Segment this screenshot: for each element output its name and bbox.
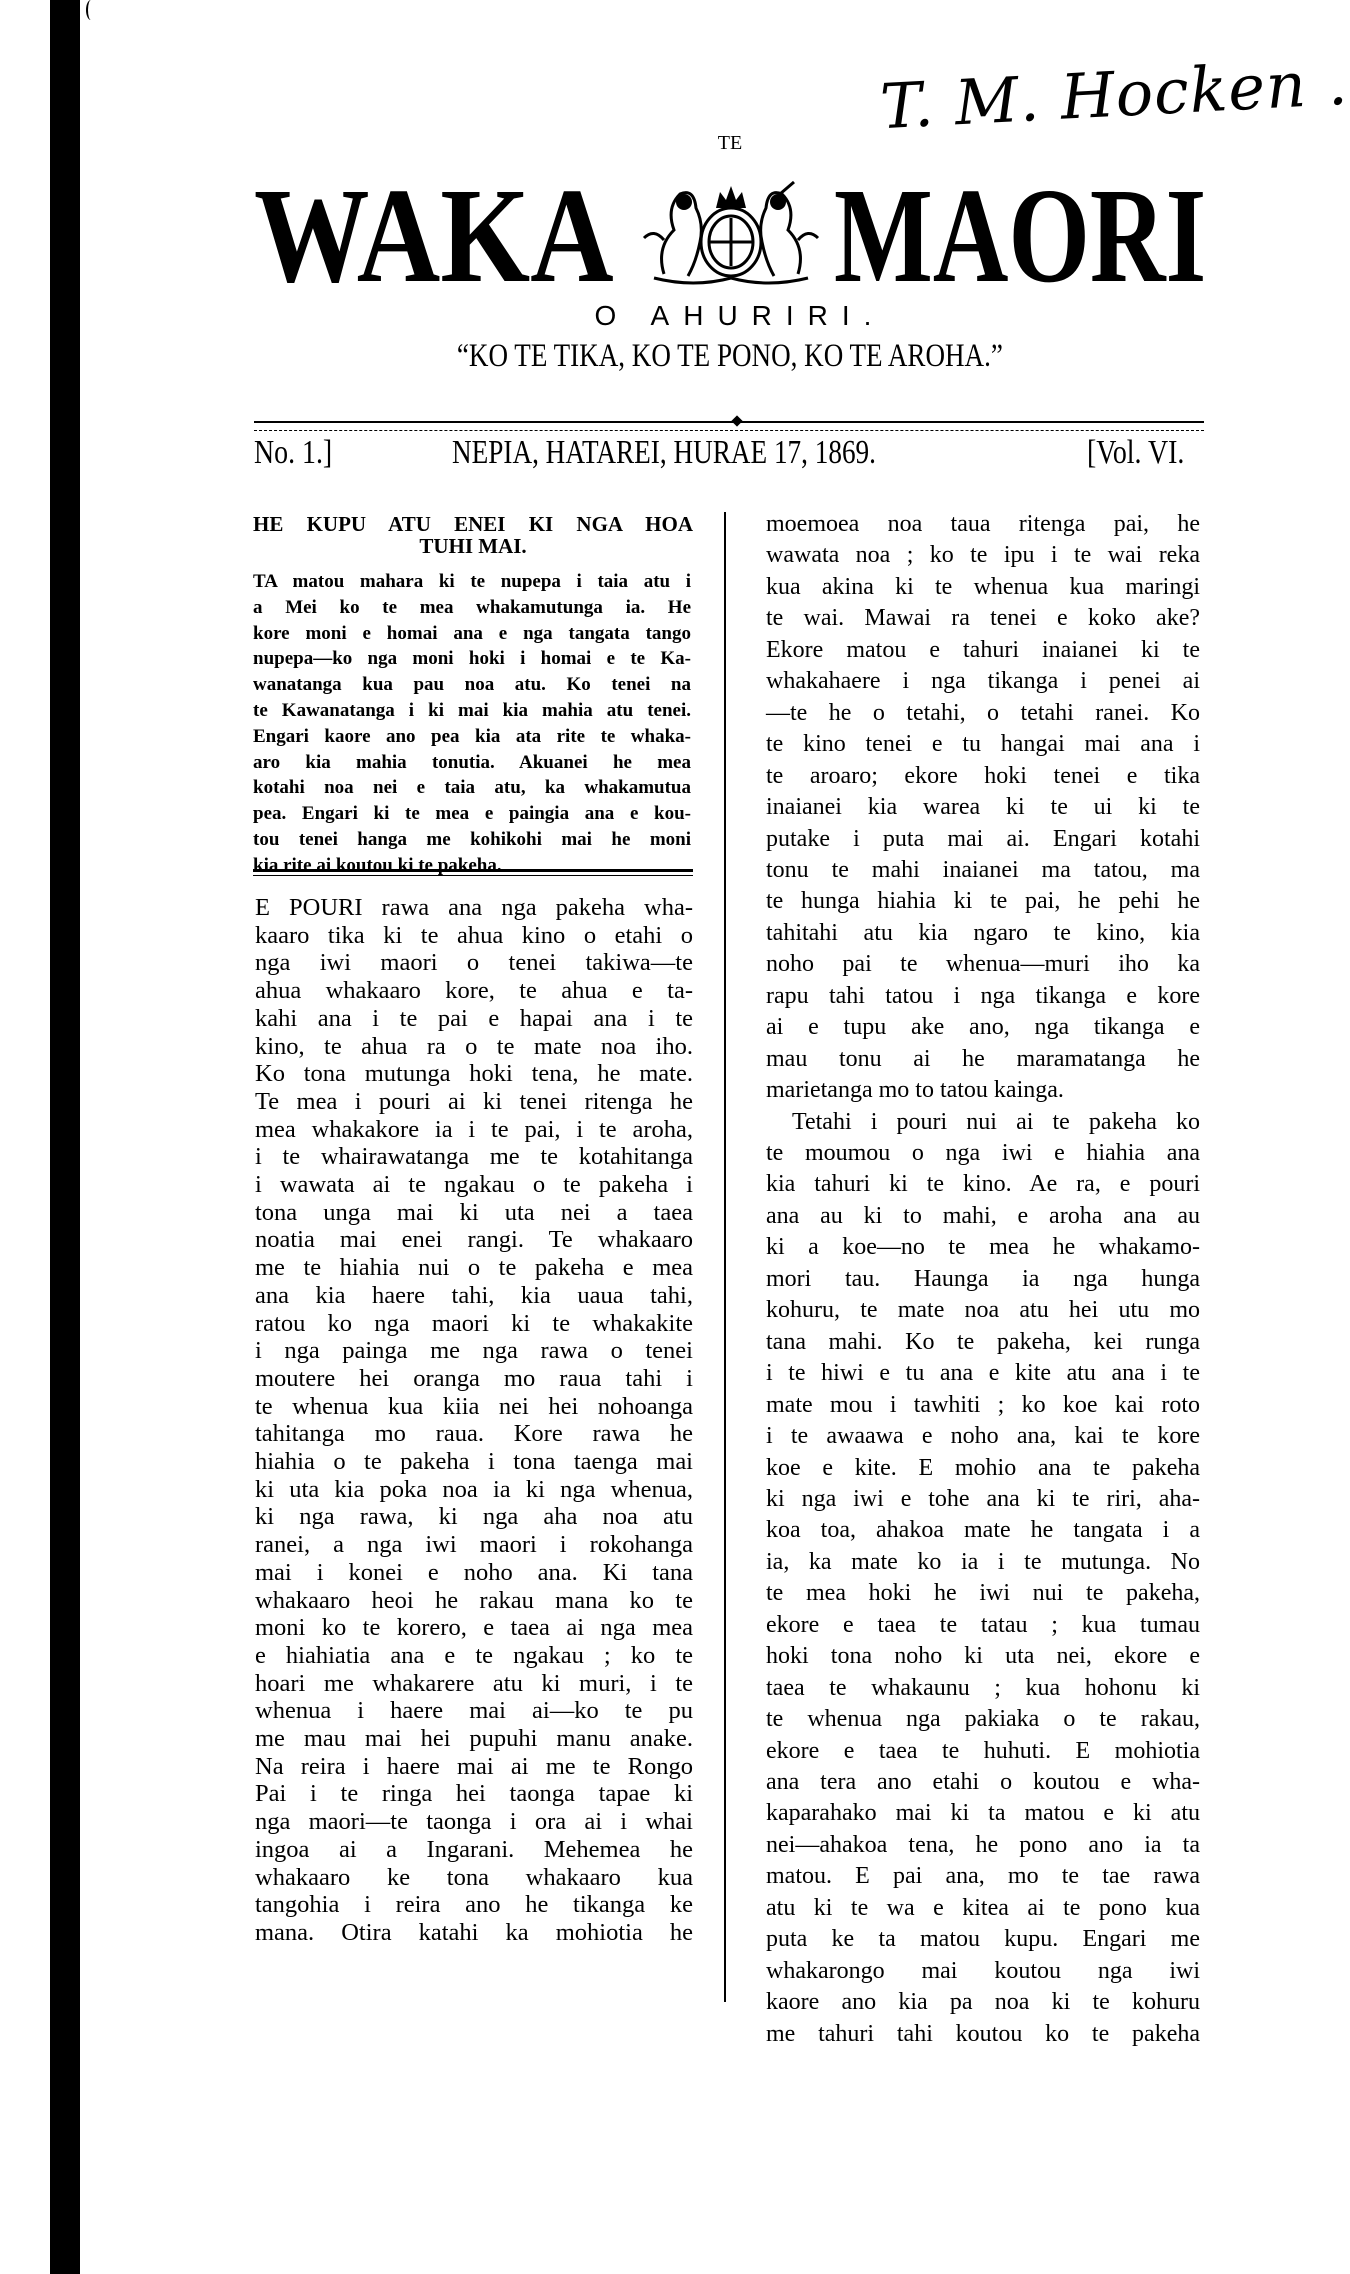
masthead-subtitle: O AHURIRI.	[594, 300, 886, 331]
notice-heading-line: TUHI MAI.	[419, 534, 527, 558]
text-line: ekore e taea te huhuti. E mohiotia	[766, 1737, 1200, 1764]
text-line: Ekore matou e tahuri inaianei ki te	[766, 636, 1200, 663]
text-line: nga maori—te taonga i ora ai i whai	[255, 1808, 693, 1836]
text-line: ai e tupu ake ano, nga tikanga e	[766, 1014, 1200, 1041]
text-line: kua akina ki te whenua kua maringi	[766, 573, 1200, 600]
text-line: mai i konei e noho ana. Ki tana	[255, 1558, 693, 1586]
text-line: hiahia o te pakeha i tona taenga mai	[255, 1448, 693, 1475]
text-line: i te hiwi e tu ana e kite atu ana i te	[766, 1360, 1200, 1387]
text-line: Engari kaore ano pea kia ata rite te whaka-	[253, 725, 691, 747]
text-line: koe e kite. E mohio ana te pakeha	[766, 1454, 1200, 1481]
text-line: Na reira i haere mai ai me te Rongo	[255, 1752, 693, 1780]
text-line: me tahuri tahi koutou ko te pakeha	[766, 2020, 1200, 2047]
text-line: putake i puta mai ai. Engari kotahi	[766, 825, 1200, 852]
text-line: moemoea noa taua ritenga pai, he	[766, 511, 1200, 537]
text-line: ratou ko nga maori ki te whakakite	[255, 1309, 693, 1337]
text-line: ana kia haere tahi, kia uaua tahi,	[255, 1281, 693, 1309]
text-line: tou tenei hanga me kohikohi mai he moni	[253, 829, 691, 850]
text-line: ranei, a nga iwi maori i rokohanga	[255, 1531, 693, 1559]
text-line: Ko tona mutunga hoki tena, he mate.	[255, 1060, 693, 1088]
text-line: te whenua kua kiia nei hei nohoanga	[255, 1392, 693, 1420]
text-line: i nga painga me nga rawa o tenei	[255, 1337, 693, 1365]
text-line: puta ke ta matou kupu. Engari me	[766, 1926, 1200, 1953]
page-edge-mark	[86, 0, 96, 20]
text-line: taea te whakaunu ; kua hohonu ki	[766, 1674, 1200, 1701]
text-line: Pai i te ringa hei taonga tapae ki	[255, 1780, 693, 1808]
text-line: matou. E pai ana, mo te tae rawa	[766, 1863, 1200, 1890]
rule-ornament-icon	[731, 415, 742, 426]
text-line: —te he o tetahi, o tetahi ranei. Ko	[766, 699, 1200, 726]
text-line: tangohia i reira ano he tikanga ke	[255, 1891, 693, 1919]
text-line: tana mahi. Ko te pakeha, kei runga	[766, 1328, 1200, 1355]
text-line: ana tera ano etahi o koutou e wha-	[766, 1769, 1200, 1795]
text-line: ki nga rawa, ki nga aha noa atu	[255, 1503, 693, 1531]
text-line: kia tahuri ki te kino. Ae ra, e pouri	[766, 1171, 1200, 1198]
text-line: te aroaro; ekore hoki tenei e tika	[766, 762, 1200, 789]
text-line: te wai. Mawai ra tenei e koko ake?	[766, 605, 1200, 632]
text-line: TA matou mahara ki te nupepa i taia atu i	[253, 571, 691, 592]
text-line: kohuru, te mate noa atu hei utu mo	[766, 1297, 1200, 1324]
section-rule	[253, 869, 693, 872]
text-line: ana au ki to mahi, e aroha ana au	[766, 1202, 1200, 1229]
issue-volume: [Vol. VI.	[1087, 434, 1185, 471]
text-line: i te whairawatanga me te kotahitanga	[255, 1143, 693, 1171]
issue-number: No. 1.]	[254, 434, 333, 471]
text-line: i te awaawa e noho ana, kai te kore	[766, 1423, 1200, 1450]
text-line: ahua whakaaro kore, te ahua e ta-	[255, 977, 693, 1005]
masthead-te: TE	[717, 132, 743, 154]
text-line: mau tonu ai he maramatanga he	[766, 1045, 1200, 1072]
masthead-motto	[240, 338, 1220, 375]
text-line: hoari me whakarere atu ki muri, i te	[255, 1669, 693, 1697]
text-line: nupepa—ko nga moni hoki i homai e te Ka-	[253, 648, 691, 670]
text-line: whakarongo mai koutou nga iwi	[766, 1957, 1200, 1984]
column-divider	[724, 512, 726, 2002]
text-line: inaianei kia warea ki te ui ki te	[766, 794, 1200, 821]
text-line: ekore e taea te tatau ; kua tumau	[766, 1611, 1200, 1638]
text-line: nei—ahakoa tena, he pono ano ia ta	[766, 1831, 1200, 1858]
masthead-title-waka: WAKA	[254, 161, 614, 311]
text-line: mana. Otira katahi ka mohiotia he	[255, 1918, 693, 1946]
text-line: noho pai te whenua—muri iho ka	[766, 951, 1200, 978]
notice-heading-line: HE KUPU ATU ENEI KI NGA HOA	[253, 512, 693, 536]
text-line: kaore ano kia pa noa ki te kohuru	[766, 1989, 1200, 2016]
text-line: te kino tenei e tu hangai mai ana i	[766, 731, 1200, 758]
text-line: mori tau. Haunga ia nga hunga	[766, 1265, 1200, 1292]
text-line: e hiahiatia ana e te ngakau ; ko te	[255, 1641, 693, 1669]
text-line: me mau mai hei pupuhi manu anake.	[255, 1725, 693, 1752]
text-line: noatia mai enei rangi. Te whakaaro	[255, 1226, 693, 1254]
text-line: Te mea i pouri ai ki tenei ritenga he	[255, 1087, 693, 1115]
section-rule	[253, 875, 693, 876]
page-edge-binding	[50, 0, 80, 2274]
text-line: tonu te mahi inaianei ma tatou, ma	[766, 856, 1200, 883]
text-line: E POURI rawa ana nga pakeha wha-	[255, 894, 693, 921]
text-line: tona unga mai ki uta nei a taea	[255, 1198, 693, 1226]
text-line: whakahaere i nga tikanga i penei ai	[766, 668, 1200, 695]
text-line: i wawata ai te ngakau o te pakeha i	[255, 1171, 693, 1198]
text-line: koa toa, ahakoa mate he tangata i a	[766, 1517, 1200, 1544]
text-line: te mea hoki he iwi nui te pakeha,	[766, 1580, 1200, 1607]
text-line: pea. Engari ki te mea e paingia ana e kou-	[253, 803, 691, 825]
text-line: hoki tona noho ki uta nei, ekore e	[766, 1643, 1200, 1670]
text-line: te Kawanatanga i ki mai kia mahia atu tenei.	[253, 700, 691, 721]
text-line: nga iwi maori o tenei takiwa—te	[255, 949, 693, 977]
text-line: rapu tahi tatou i nga tikanga e kore	[766, 982, 1200, 1009]
motto-text: “KO TE TIKA, KO TE PONO, KO TE AROHA.”	[457, 338, 1003, 374]
text-line: atu ki te wa e kitea ai te pono kua	[766, 1894, 1200, 1921]
text-line: kahi ana i te pai e hapai ana i te	[255, 1004, 693, 1032]
masthead-rule	[254, 421, 1204, 423]
text-line: kaparahako mai ki ta matou e ki atu	[766, 1800, 1200, 1827]
text-line: ingoa ai a Ingarani. Mehemea he	[255, 1835, 693, 1863]
text-line: ki a koe—no te mea he whakamo-	[766, 1234, 1200, 1261]
text-line: te hunga hiahia ki te pai, he pehi he	[766, 888, 1200, 915]
issue-dateline: NEPIA, HATAREI, HURAE 17, 1869.	[452, 434, 876, 471]
text-line: te moumou o nga iwi e hiahia ana	[766, 1140, 1200, 1166]
text-line: kia rite ai koutou ki te pakeha.	[253, 854, 502, 876]
text-line: aro kia mahia tonutia. Akuanei he mea	[253, 751, 691, 773]
text-line: kaaro tika ki te ahua kino o etahi o	[255, 921, 693, 949]
text-line: ki uta kia poka noa ia ki nga whenua,	[255, 1475, 693, 1503]
text-line: tahitanga mo raua. Kore rawa he	[255, 1420, 693, 1448]
text-line: kotahi noa nei e taia atu, ka whakamutua	[253, 777, 691, 799]
text-line: Tetahi i pouri nui ai te pakeha ko	[792, 1108, 1200, 1135]
text-line: wawata noa ; ko te ipu i te wai reka	[766, 542, 1200, 569]
text-line: kore moni e homai ana e nga tangata tango	[253, 622, 691, 644]
text-line: ki nga iwi e tohe ana ki te riri, aha-	[766, 1485, 1200, 1512]
text-line: wanatanga kua pau noa atu. Ko tenei na	[253, 674, 691, 696]
text-line: kino, te ahua ra o te mate noa iho.	[255, 1032, 693, 1060]
text-line: moni ko te korero, e taea ai nga mea	[255, 1614, 693, 1642]
notice-heading	[253, 513, 693, 557]
text-line: a Mei ko te mea whakamutunga ia. He	[253, 596, 691, 618]
masthead-title-maori: MAORI	[834, 161, 1207, 311]
masthead-rule-dotted	[254, 430, 1204, 431]
text-line: whakaaro ke tona whakaaro kua	[255, 1863, 693, 1891]
text-line: moutere hei oranga mo raua tahi i	[255, 1364, 693, 1392]
text-line: ia, ka mate ko ia i te mutunga. No	[766, 1548, 1200, 1575]
text-line: te whenua nga pakiaka o te rakau,	[766, 1706, 1200, 1733]
text-line: me te hiahia nui o te pakeha e mea	[255, 1254, 693, 1282]
text-line: marietanga mo to tatou kainga.	[766, 1077, 1064, 1104]
text-line: whenua i haere mai ai—ko te pu	[255, 1697, 693, 1725]
text-line: whakaaro heoi he rakau mana ko te	[255, 1586, 693, 1614]
text-line: mea whakakore ia i te pai, i te aroha,	[255, 1115, 693, 1143]
handwritten-signature: T. M. Hocken .	[878, 45, 1350, 144]
text-line: tahitahi atu kia ngaro te kino, kia	[766, 919, 1200, 946]
text-line: mate mou i tawhiti ; ko koe kai roto	[766, 1391, 1200, 1418]
royal-coat-of-arms-icon	[634, 178, 828, 286]
